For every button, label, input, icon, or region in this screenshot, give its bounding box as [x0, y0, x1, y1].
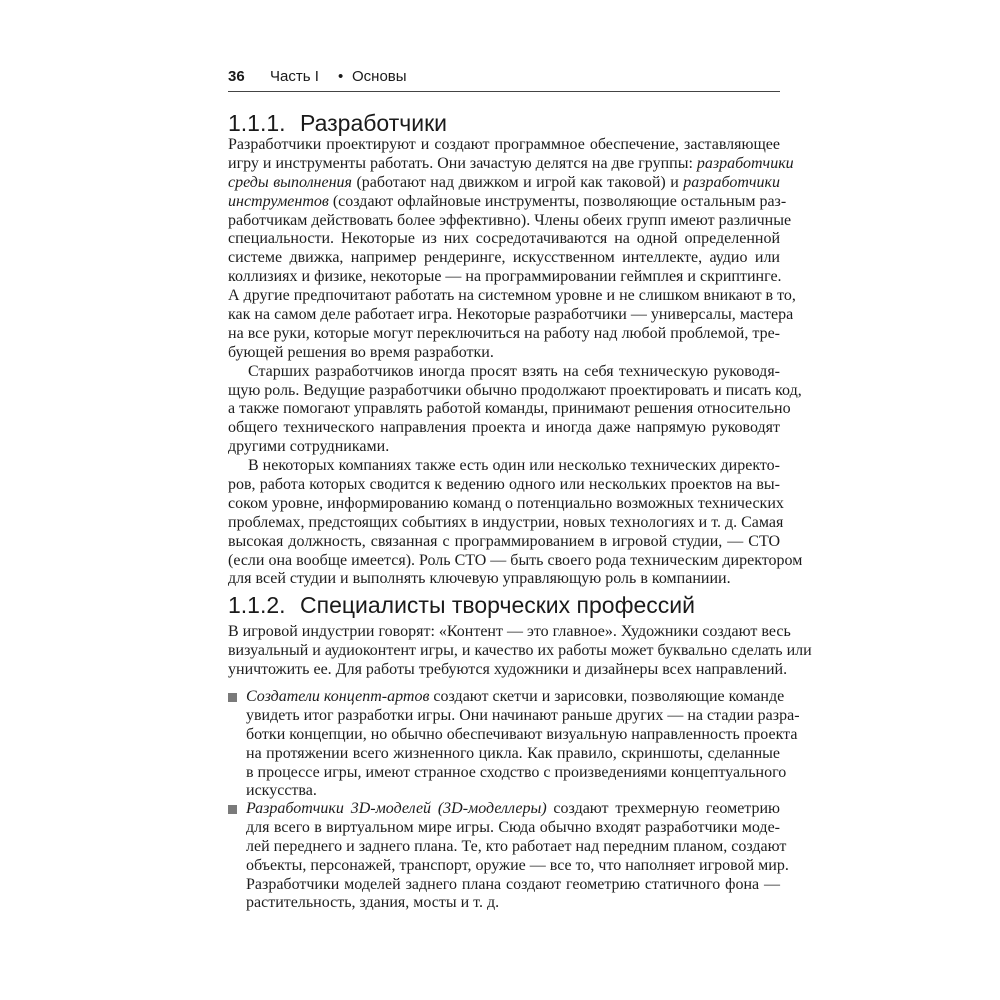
- header-rule: [228, 91, 780, 92]
- text-line: визуальный и аудиоконтент игры, и качество их работы может буквально сделать или: [228, 641, 812, 659]
- text-line: игру и инструменты работать. Они зачастую делятся на две группы: разработчики: [228, 154, 794, 172]
- text-line: высокая должность, связанная с программированием в игровой студии, — CTO: [228, 532, 780, 550]
- text-line: работчикам действовать более эффективно). Члены обеих групп имеют различные: [228, 211, 792, 229]
- bullet-square-icon: [228, 805, 237, 814]
- italic-term: Создатели концепт-артов: [246, 688, 430, 705]
- section-heading-creatives: [228, 592, 695, 619]
- text-line: Разработчики 3D-моделей (3D-моделлеры) создают трехмерную геометрию: [246, 800, 780, 817]
- text-line: ботки концепции, но обычно обеспечивают визуальную направленность проекта: [246, 725, 798, 743]
- text-line: ров, работа которых сводится к ведению одного или нескольких проектов на вы-: [228, 476, 780, 494]
- text-line: соком уровне, информированию команд о потенциально возможных технических: [228, 494, 784, 512]
- text-line: среды выполнения (работают над движком и игрой как таковой) и разработчики: [228, 173, 780, 191]
- text-line: в процессе игры, имеют странное сходство с произведениями концептуального: [246, 763, 787, 781]
- header-section: Основы: [352, 68, 407, 85]
- header-separator: •: [338, 68, 344, 85]
- text-line: объекты, персонажей, транспорт, оружие — все то, что наполняет игровой мир.: [246, 856, 789, 874]
- text-line: растительность, здания, мосты и т. д.: [246, 894, 500, 912]
- text-line: Разработчики моделей заднего плана создают геометрию статичного фона —: [246, 875, 780, 893]
- italic-term: разработчики: [696, 154, 794, 172]
- text-line: на все руки, которые могут переключиться на работу над любой проблемой, тре-: [228, 324, 780, 342]
- text-line: другими сотрудниками.: [228, 438, 390, 456]
- list-item-text: [246, 800, 789, 913]
- text-line: специальности. Некоторые из них сосредотачиваются на одной определенной: [228, 230, 780, 248]
- text-line: на протяжении всего жизненного цикла. Как правило, скриншоты, сделанные: [246, 744, 780, 762]
- section-title: Специалисты творческих профессий: [300, 592, 695, 618]
- section-body-developers: [228, 136, 803, 589]
- italic-term: среды выполнения: [228, 173, 352, 191]
- text-line: лей переднего и заднего плана. Те, кто работает над передним планом, создают: [246, 837, 787, 855]
- section-heading-developers: [228, 110, 447, 137]
- text-line: В игровой индустрии говорят: «Контент — это главное». Художники создают весь: [228, 623, 791, 640]
- page-number: 36: [228, 68, 245, 85]
- header-part: Часть I: [270, 68, 319, 85]
- text-line: проблемах, предстоящих событиях в индустрии, новых технологиях и т. д. Самая: [228, 513, 784, 531]
- section-number: 1.1.1.: [228, 110, 286, 136]
- text-line: бующей решения во время разработки.: [228, 343, 494, 361]
- section-number: 1.1.2.: [228, 592, 286, 618]
- text-line: Создатели концепт-артов создают скетчи и зарисовки, позволяющие команде: [246, 688, 785, 705]
- text-line: увидеть итог разработки игры. Они начинают раньше других — на стадии разра-: [246, 706, 800, 724]
- text-line: как на самом деле работает игра. Некоторые разработчики — универсалы, мастера: [228, 306, 794, 324]
- text-line: а также помогают управлять работой команды, принимают решения относительно: [228, 400, 791, 418]
- text-line: Разработчики проектируют и создают программное обеспечение, заставляющее: [228, 136, 780, 153]
- text-line: для всей студии и выполнять ключевую управляющую роль в компаниии.: [228, 570, 731, 588]
- section-title: Разработчики: [300, 110, 447, 136]
- text-line: (если она вообще имеется). Роль CTO — быть своего рода техническим директором: [228, 551, 803, 569]
- section-intro-creatives: [228, 623, 812, 680]
- text-line: инструментов (создают офлайновые инструменты, позволяющие остальным раз-: [228, 192, 787, 210]
- text-line: В некоторых компаниях также есть один или несколько технических директо-: [248, 457, 780, 475]
- italic-term: инструментов: [228, 192, 329, 210]
- running-header: [228, 66, 780, 88]
- text-line: уничтожить ее. Для работы требуются художники и дизайнеры всех направлений.: [228, 660, 788, 678]
- text-line: Старших разработчиков иногда просят взять на себя техническую руководя-: [248, 362, 780, 380]
- text-line: коллизиях и физике, некоторые — на программировании геймплея и скриптинге.: [228, 268, 782, 286]
- text-line: А другие предпочитают работать на системном уровне и не слишком вникают в то,: [228, 287, 796, 305]
- list-item-text: [246, 688, 800, 801]
- italic-term: Разработчики 3D-моделей (3D-моделлеры): [246, 800, 547, 817]
- text-line: для всего в виртуальном мире игры. Сюда обычно входят разработчики моде-: [246, 818, 780, 836]
- text-line: общего технического направления проекта и иногда даже напрямую руководят: [228, 419, 780, 437]
- text-line: искусства.: [246, 782, 317, 800]
- italic-term: разработчики: [683, 173, 780, 191]
- text-line: системе движка, например рендеринге, искусственном интеллекте, аудио или: [228, 249, 780, 267]
- text-line: щую роль. Ведущие разработчики обычно продолжают проектировать и писать код,: [228, 381, 802, 399]
- bullet-square-icon: [228, 693, 237, 702]
